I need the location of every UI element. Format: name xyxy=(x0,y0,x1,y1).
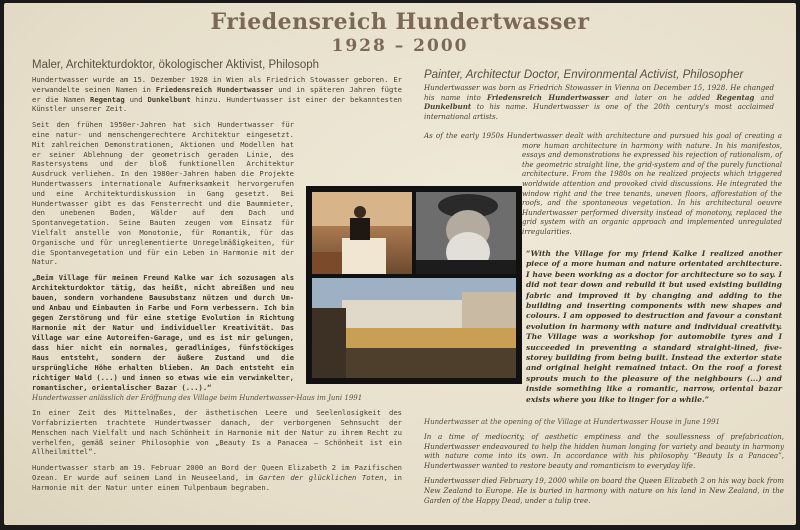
bold-name: Dunkelbunt xyxy=(147,94,191,104)
english-body-block xyxy=(424,131,782,243)
german-quote: „Beim Village für meinen Freund Kalke war ich sozusagen als Architekturdoktor tätig, das heißt, nicht abreißen und neu bauen, sondern vorhandene Bausubstanz nützen und durch Um- und Anbau und Einbauten in Farbe und Form verbessern. Ich bin gegen Zerstörung und für eine stetige Evolution in Richtung Harmonie mit der Natur und individueller Kreativität. Das Village war eine Autoreifen-Garage, und es ist mir gelungen, dass hier nicht ein normales, geradliniges, fünfstöckiges Haus entsteht, sondern der äußere Zustand und die ursprüngliche Höhe erhalten blieben. Am Dach entsteht ein richtiger Wald (...) und innen so etwas wie ein verwinkelter, romantischer, orientalischer Bazar (...).“ xyxy=(32,273,294,393)
text-fragment: , in Harmonie mit der Natur unter einem Tulpenbaum begraben. xyxy=(32,472,403,492)
text-fragment: und xyxy=(124,94,148,104)
life-years: 1928 – 2000 xyxy=(331,36,469,56)
photo-speaker-at-podium xyxy=(312,192,412,274)
garden-name: Garden of the Happy Dead xyxy=(424,495,521,505)
text-fragment: and later on he added xyxy=(608,92,717,102)
german-paragraph-2: Seit den frühen 1950er-Jahren hat sich Hundertwasser für eine natur- und menschengerechtere Architektur eingesetzt. Mit zahlreichen Demonstrationen, Aktionen und Modellen hat er seiner Ablehnung der geometrisch geraden Linie, des Rastersystems und der bloß funktionellen Architektur Ausdruck verliehen. In den 1980er-Jahren haben die Projekte Hundertwassers internationale Aufmerksamkeit hervorgerufen und eine Architekturdiskussion in Gang gesetzt. Bei Hundertwasser gibt es das Fensterrecht und die Baummieter, den unebenen Boden, Wälder auf dem Dach und Spontanvegetation. Seine Bauten zeugen vom Einsatz für Vielfalt anstelle von Monotonie, für Romantik, für das Organische und für unreglementierte Unregelmäßigkeiten, für die Spontanvegetation und für ein Leben in Harmonie mit der Natur. xyxy=(32,120,294,267)
text-fragment: , under a tulip tree. xyxy=(520,495,591,505)
text-fragment: und in späteren Jahren fügte er die Namen xyxy=(32,84,402,104)
photo-village-buildings xyxy=(312,278,516,378)
english-paragraph-4 xyxy=(424,476,784,505)
text-fragment: Hundertwasser died February 19, 2000 while on board the Queen Elizabeth 2 on his way back from New Zealand to Europe. He is buried in harmony with nature on his land in New Zealand, in the xyxy=(424,476,784,495)
text-fragment: Hundertwasser starb am 19. Februar 2000 an Bord der Queen Elizabeth 2 im Pazifischen Ozean. Er wurde auf seinem Land in Neuseeland, im xyxy=(32,463,402,482)
english-paragraph-2: As of the early 1950s Hundertwasser dealt with architecture and pursued his goal of creating a more human architecture in harmony with nature. In his manifestos, essays and demonstrations he expressed his rejection of rationalism, of the geometric straight line, the grid-system and of the purely functional architecture. From the 1980s on he realized projects which triggered worldwide attention and provoked civid discussions. He integrated the window right and the tree tenants, uneven floors, afforestation of the roofs, and the spontaneous vegetation. In his architectural oeuvre Hundertwasser performed diversity instead of monotony, replaced the grid system with an organic approach and implemented unregulated irregularities. xyxy=(424,131,782,236)
english-column xyxy=(424,69,774,127)
text-fragment: and xyxy=(754,92,774,102)
english-paragraph-3: In a time of mediocrity, of aesthetic emptiness and the soullessness of prefabrication, Hundertwasser endeavoured to help the hidden human longing for variety and beauty in harmony with nature come into its own. In accordance with his philosophy “Beauty Is a Panacea”, Hundertwasser wanted to restore beauty and romanticism to everyday life. xyxy=(424,432,784,470)
text-fragment: Hundertwasser was born as Friedrich Stowasser in Vienna on December 15, 1928. He changed his name into xyxy=(424,83,774,102)
bold-name: Friedensreich Hundertwasser xyxy=(155,84,274,94)
english-lower-block xyxy=(424,417,784,511)
bold-name: Friedensreich Hundertwasser xyxy=(487,92,609,102)
italic-text: Garten der glücklichen Toten xyxy=(258,472,384,482)
german-paragraph-4 xyxy=(32,463,402,492)
german-paragraph-1 xyxy=(32,75,402,114)
english-quote-block xyxy=(526,249,782,405)
english-caption: Hundertwasser at the opening of the Village at Hundertwasser House in June 1991 xyxy=(424,418,720,426)
text-fragment: to his name. Hundertwasser is one of the 20th century's most acclaimed international artists. xyxy=(424,102,774,121)
page-title: Friedensreich Hundertwasser xyxy=(210,9,590,35)
german-paragraph-3: In einer Zeit des Mittelmaßes, der ästhetischen Leere und Seelenlosigkeit des Vorfabrizierten trachtete Hundertwasser danach, der verborgenen Sehnsucht der Menschen nach Vielfalt und nach Schönheit in Harmonie mit der Natur zu ihrem Recht zu verhelfen, gemäß seiner Philosophie von „Beauty Is a Panacea – Schönheit ist ein Allheilmittel“. xyxy=(32,408,402,457)
english-subheading: Painter, Architectur Doctor, Environmental Activist, Philosopher xyxy=(424,69,744,81)
exhibition-panel xyxy=(4,3,796,525)
german-subheading: Maler, Architekturdoktor, ökologischer Aktivist, Philosoph xyxy=(32,59,320,71)
text-fragment: hinzu. Hundertwasser ist einer der bekanntesten Künstler unserer Zeit. xyxy=(32,94,402,114)
bold-name: Regentag xyxy=(716,92,755,102)
bold-name: Regentag xyxy=(90,94,125,104)
english-quote: “With the Village for my friend Kalke I realized another piece of a more human and nature orientated architecture. I have been working as a doctor for architecture so to say. I did not tear down and rebuild it but used existing building fabric and improved it by changing and adding to the building and inserting components with new shapes and colours. I am opposed to destruction and favour a constant evolution in harmony with nature and individual creativity. The Village was a workshop for automobile tyres and I succeeded in preventing a standard straight-lined, five-storey building from being built. Instead the exterior state and original height remained intact. On the roof a forest sprouts much to the pleasure of the neighbours (...) and inside something like a romantic, narrow, oriental bazar exists where you like to linger for a while.” xyxy=(526,249,782,404)
bold-name: Dunkelbunt xyxy=(424,102,472,112)
text-fragment: Hundertwasser wurde am 15. Dezember 1928 in Wien als Friedrich Stowasser geboren. Er verwandelte seinen Namen in xyxy=(32,75,402,94)
english-paragraph-1 xyxy=(424,83,774,121)
german-caption: Hundertwasser anlässlich der Eröffnung des Village beim Hundertwasser-Haus im Juni 1991 xyxy=(32,394,363,403)
